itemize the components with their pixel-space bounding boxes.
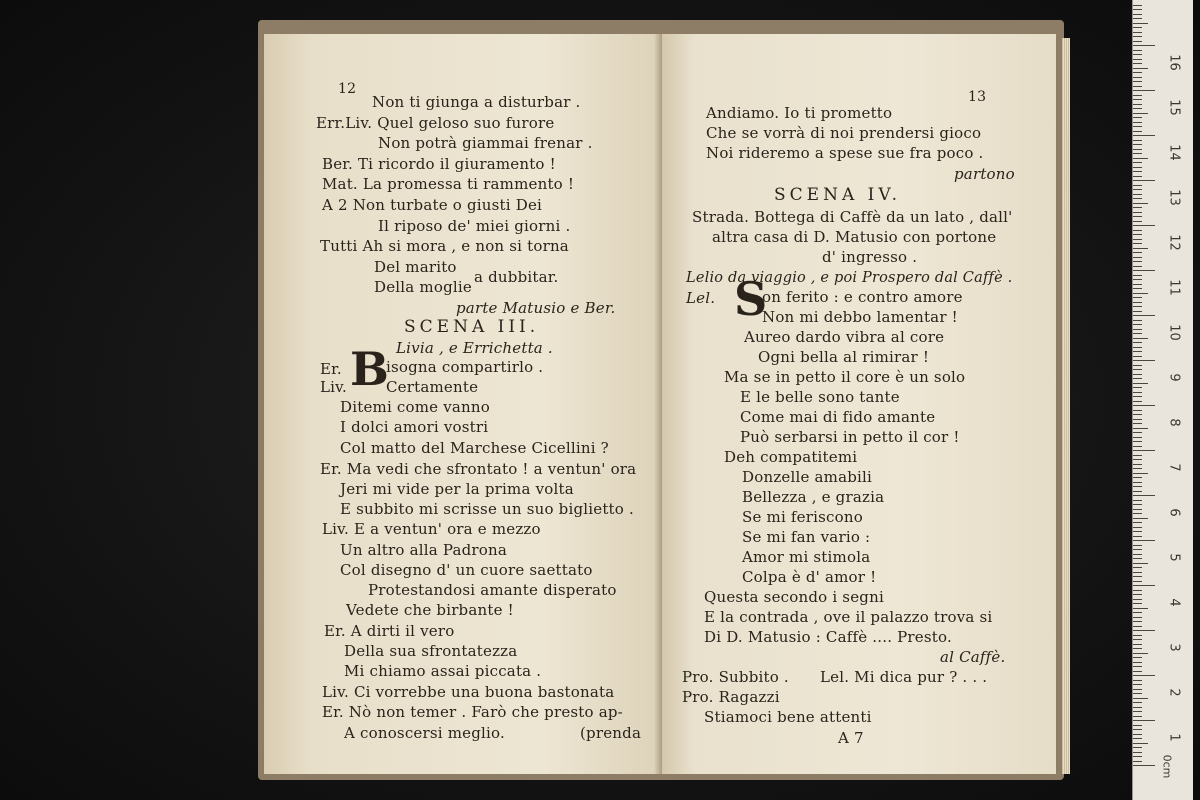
text-line: Bellezza , e grazia bbox=[742, 488, 885, 506]
text-line: Di D. Matusio : Caffè .... Presto. bbox=[704, 628, 952, 646]
ruler-tick bbox=[1133, 635, 1142, 636]
ruler-tick bbox=[1133, 527, 1142, 528]
ruler-tick bbox=[1133, 351, 1142, 352]
text-line: Se mi feriscono bbox=[742, 508, 863, 526]
catchword: (prenda bbox=[580, 724, 642, 742]
ruler-tick bbox=[1133, 149, 1142, 150]
ruler-tick bbox=[1133, 509, 1142, 510]
ruler-tick bbox=[1133, 743, 1148, 744]
ruler-tick bbox=[1133, 594, 1142, 595]
text-line: Er. A dirti il vero bbox=[324, 622, 455, 640]
ruler-tick bbox=[1133, 189, 1142, 190]
ruler-tick bbox=[1133, 720, 1155, 721]
ruler-number: 14 bbox=[1166, 144, 1182, 161]
ruler-tick bbox=[1133, 77, 1142, 78]
ruler-tick bbox=[1133, 59, 1142, 60]
ruler-tick bbox=[1133, 81, 1142, 82]
ruler-tick bbox=[1133, 41, 1142, 42]
text-line: Tutti Ah si mora , e non si torna bbox=[320, 237, 569, 255]
text-line: d' ingresso . bbox=[822, 248, 918, 266]
ruler-tick bbox=[1133, 738, 1142, 739]
ruler-tick bbox=[1133, 347, 1142, 348]
ruler-tick bbox=[1133, 198, 1142, 199]
text-line: Ditemi come vanno bbox=[340, 398, 490, 416]
text-line: Questa secondo i segni bbox=[704, 588, 884, 606]
ruler-tick bbox=[1133, 122, 1142, 123]
ruler-tick bbox=[1133, 563, 1148, 564]
ruler-number: 6 bbox=[1166, 508, 1182, 517]
text-line: Del marito bbox=[374, 258, 457, 276]
text-line: Certamente bbox=[386, 378, 479, 396]
ruler-tick bbox=[1133, 648, 1142, 649]
ruler-tick bbox=[1133, 365, 1142, 366]
text-line: Err.Liv. Quel geloso suo furore bbox=[316, 114, 555, 132]
text-line: Col disegno d' un cuore saettato bbox=[340, 561, 593, 579]
ruler-tick bbox=[1133, 378, 1142, 379]
ruler-tick bbox=[1133, 405, 1155, 406]
text-line: Lel. Mi dica pur ? . . . bbox=[820, 668, 988, 686]
ruler-tick bbox=[1133, 32, 1142, 33]
text-line: Pro. Ragazzi bbox=[682, 688, 780, 706]
ruler-tick bbox=[1133, 459, 1142, 460]
ruler-tick bbox=[1133, 581, 1142, 582]
page-number: 12 bbox=[338, 81, 357, 97]
ruler-tick bbox=[1133, 306, 1142, 307]
text-line: isogna compartirlo . bbox=[386, 358, 544, 376]
ruler-tick bbox=[1133, 383, 1148, 384]
ruler-tick bbox=[1133, 716, 1142, 717]
ruler-tick bbox=[1133, 630, 1155, 631]
ruler-tick bbox=[1133, 369, 1142, 370]
ruler-tick bbox=[1133, 626, 1142, 627]
text-line: E le belle sono tante bbox=[740, 388, 900, 406]
ruler-tick bbox=[1133, 248, 1148, 249]
ruler-unit-label: 0cm bbox=[1160, 754, 1174, 779]
ruler-tick bbox=[1133, 261, 1142, 262]
ruler-number: 7 bbox=[1166, 463, 1182, 472]
ruler-tick bbox=[1133, 270, 1155, 271]
ruler-tick bbox=[1133, 603, 1142, 604]
text-line: Il riposo de' miei giorni . bbox=[378, 217, 571, 235]
ruler-number: 8 bbox=[1166, 418, 1182, 427]
ruler-tick bbox=[1133, 144, 1142, 145]
ruler-number: 13 bbox=[1166, 189, 1182, 206]
ruler-tick bbox=[1133, 482, 1142, 483]
ruler-tick bbox=[1133, 612, 1142, 613]
ruler-tick bbox=[1133, 374, 1142, 375]
ruler-tick bbox=[1133, 545, 1142, 546]
ruler-number: 2 bbox=[1166, 688, 1182, 697]
ruler-number: 1 bbox=[1166, 733, 1182, 742]
text-line: Donzelle amabili bbox=[742, 468, 873, 486]
ruler-tick bbox=[1133, 617, 1142, 618]
ruler-tick bbox=[1133, 504, 1142, 505]
open-book bbox=[258, 20, 1064, 780]
ruler-tick bbox=[1133, 756, 1142, 757]
ruler-tick bbox=[1133, 747, 1142, 748]
text-line: E subbito mi scrisse un suo biglietto . bbox=[340, 500, 634, 518]
ruler-tick bbox=[1133, 666, 1142, 667]
ruler-tick bbox=[1133, 158, 1148, 159]
ruler-tick bbox=[1133, 63, 1142, 64]
ruler-tick bbox=[1133, 495, 1155, 496]
ruler-tick bbox=[1133, 599, 1142, 600]
ruler-tick bbox=[1133, 639, 1142, 640]
ruler-tick bbox=[1133, 162, 1142, 163]
ruler-tick bbox=[1133, 221, 1142, 222]
text-line: Amor mi stimola bbox=[742, 548, 871, 566]
ruler-tick bbox=[1133, 621, 1142, 622]
ruler-tick bbox=[1133, 468, 1142, 469]
ruler-tick bbox=[1133, 104, 1142, 105]
ruler-tick bbox=[1133, 266, 1142, 267]
ruler-tick bbox=[1133, 477, 1142, 478]
ruler-tick bbox=[1133, 284, 1142, 285]
text-line: Pro. Subbito . bbox=[682, 668, 789, 686]
ruler-tick bbox=[1133, 275, 1142, 276]
ruler-tick bbox=[1133, 225, 1155, 226]
text-line: Aureo dardo vibra al core bbox=[744, 328, 945, 346]
ruler-tick bbox=[1133, 698, 1148, 699]
ruler-tick bbox=[1133, 23, 1148, 24]
ruler-tick bbox=[1133, 675, 1155, 676]
text-line: Può serbarsi in petto il cor ! bbox=[740, 428, 960, 446]
ruler-tick bbox=[1133, 693, 1142, 694]
ruler-tick bbox=[1133, 180, 1155, 181]
ruler-tick bbox=[1133, 567, 1142, 568]
ruler-tick bbox=[1133, 194, 1142, 195]
text-line: Col matto del Marchese Cicellini ? bbox=[340, 439, 609, 457]
ruler-tick bbox=[1133, 387, 1142, 388]
ruler-number: 11 bbox=[1166, 279, 1182, 296]
text-line: Un altro alla Padrona bbox=[340, 541, 508, 559]
ruler-tick bbox=[1133, 86, 1142, 87]
text-line: Colpa è d' amor ! bbox=[742, 568, 877, 586]
ruler-tick bbox=[1133, 711, 1142, 712]
ruler-tick bbox=[1133, 644, 1142, 645]
ruler-tick bbox=[1133, 45, 1155, 46]
ruler-tick bbox=[1133, 293, 1148, 294]
ruler-number: 3 bbox=[1166, 643, 1182, 652]
ruler-tick bbox=[1133, 437, 1142, 438]
ruler-tick bbox=[1133, 230, 1142, 231]
ruler-tick bbox=[1133, 333, 1142, 334]
ruler-tick bbox=[1133, 396, 1142, 397]
stage-direction: partono bbox=[954, 165, 1015, 183]
ruler-tick bbox=[1133, 765, 1155, 766]
ruler-tick bbox=[1133, 171, 1142, 172]
ruler-tick bbox=[1133, 167, 1142, 168]
text-line: Che se vorrà di noi prendersi gioco bbox=[706, 124, 982, 142]
text-line: Ma se in petto il core è un solo bbox=[724, 368, 966, 386]
ruler-tick bbox=[1133, 99, 1142, 100]
scene-characters: Livia , e Errichetta . bbox=[396, 339, 553, 357]
ruler-tick bbox=[1133, 329, 1142, 330]
ruler-tick bbox=[1133, 27, 1142, 28]
ruler-tick bbox=[1133, 707, 1142, 708]
text-line: Della moglie bbox=[374, 278, 472, 296]
ruler-tick bbox=[1133, 450, 1155, 451]
ruler-tick bbox=[1133, 734, 1142, 735]
ruler-tick bbox=[1133, 288, 1142, 289]
ruler-tick bbox=[1133, 725, 1142, 726]
ruler-tick bbox=[1133, 653, 1148, 654]
text-line: Liv. Ci vorrebbe una buona bastonata bbox=[322, 683, 615, 701]
ruler-tick bbox=[1133, 36, 1142, 37]
text-line: Er. Nò non temer . Farò che presto ap- bbox=[322, 703, 623, 721]
text-line: A conoscersi meglio. bbox=[344, 724, 505, 742]
ruler-tick bbox=[1133, 324, 1142, 325]
ruler-tick bbox=[1133, 320, 1142, 321]
ruler-tick bbox=[1133, 531, 1142, 532]
ruler-tick bbox=[1133, 513, 1142, 514]
ruler-tick bbox=[1133, 216, 1142, 217]
ruler-tick bbox=[1133, 54, 1142, 55]
ruler-tick bbox=[1133, 752, 1142, 753]
ruler-tick bbox=[1133, 486, 1142, 487]
ruler-tick bbox=[1133, 9, 1142, 10]
ruler-tick bbox=[1133, 14, 1142, 15]
ruler-tick bbox=[1133, 473, 1148, 474]
ruler-tick bbox=[1133, 392, 1142, 393]
scene-characters: Lelio da viaggio , e poi Prospero dal Caffè . bbox=[686, 270, 1013, 286]
ruler-tick bbox=[1133, 662, 1142, 663]
ruler-tick bbox=[1133, 279, 1142, 280]
ruler-tick bbox=[1133, 252, 1142, 253]
ruler-tick bbox=[1133, 18, 1142, 19]
ruler-tick bbox=[1133, 414, 1142, 415]
text-line: Se mi fan vario : bbox=[742, 528, 871, 546]
ruler-tick bbox=[1133, 518, 1148, 519]
ruler-tick bbox=[1133, 540, 1155, 541]
text-line: a dubbitar. bbox=[474, 268, 559, 286]
ruler-tick bbox=[1133, 95, 1142, 96]
text-line: altra casa di D. Matusio con portone bbox=[712, 228, 997, 246]
scene-title: SCENA IV. bbox=[774, 185, 902, 205]
ruler-tick bbox=[1133, 576, 1142, 577]
measuring-ruler bbox=[1132, 0, 1193, 800]
ruler-tick bbox=[1133, 522, 1142, 523]
ruler-number: 5 bbox=[1166, 553, 1182, 562]
text-line: Ber. Ti ricordo il giuramento ! bbox=[322, 155, 556, 173]
ruler-number: 15 bbox=[1166, 99, 1182, 116]
ruler-tick bbox=[1133, 356, 1142, 357]
ruler-tick bbox=[1133, 680, 1142, 681]
stage-direction: parte Matusio e Ber. bbox=[456, 299, 616, 317]
ruler-tick bbox=[1133, 360, 1155, 361]
stage-direction: al Caffè. bbox=[940, 648, 1006, 666]
ruler-tick bbox=[1133, 689, 1142, 690]
page-number: 13 bbox=[968, 89, 987, 105]
text-line: Noi rideremo a spese sue fra poco . bbox=[706, 144, 984, 162]
ruler-tick bbox=[1133, 464, 1142, 465]
ruler-tick bbox=[1133, 761, 1142, 762]
ruler-tick bbox=[1133, 203, 1148, 204]
speaker-label: Er. bbox=[320, 360, 342, 378]
ruler-tick bbox=[1133, 536, 1142, 537]
ruler-tick bbox=[1133, 117, 1142, 118]
ruler-tick bbox=[1133, 554, 1142, 555]
ruler-tick bbox=[1133, 207, 1142, 208]
ruler-tick bbox=[1133, 311, 1142, 312]
text-line: Protestandosi amante disperato bbox=[368, 581, 617, 599]
right-page bbox=[662, 34, 1056, 774]
drop-cap: B bbox=[350, 342, 389, 396]
ruler-tick bbox=[1133, 432, 1142, 433]
text-line: Deh compatitemi bbox=[724, 448, 858, 466]
ruler-tick bbox=[1133, 68, 1148, 69]
ruler-tick bbox=[1133, 135, 1155, 136]
ruler-tick bbox=[1133, 428, 1148, 429]
ruler-tick bbox=[1133, 50, 1142, 51]
ruler-tick bbox=[1133, 729, 1142, 730]
ruler-tick bbox=[1133, 5, 1142, 6]
text-line: Mat. La promessa ti rammento ! bbox=[322, 175, 575, 193]
text-line: Mi chiamo assai piccata . bbox=[344, 662, 542, 680]
ruler-tick bbox=[1133, 441, 1142, 442]
ruler-tick bbox=[1133, 410, 1142, 411]
text-line: Non potrà giammai frenar . bbox=[378, 134, 593, 152]
ruler-tick bbox=[1133, 234, 1142, 235]
ruler-tick bbox=[1133, 113, 1148, 114]
ruler-tick bbox=[1133, 315, 1155, 316]
ruler-number: 16 bbox=[1166, 54, 1182, 71]
ruler-tick bbox=[1133, 590, 1142, 591]
ruler-tick bbox=[1133, 702, 1142, 703]
ruler-tick bbox=[1133, 455, 1142, 456]
text-line: Della sua sfrontatezza bbox=[344, 642, 518, 660]
speaker-label: Liv. bbox=[320, 378, 348, 396]
ruler-tick bbox=[1133, 257, 1142, 258]
ruler-tick bbox=[1133, 297, 1142, 298]
text-line: Vedete che birbante ! bbox=[346, 601, 514, 619]
ruler-tick bbox=[1133, 684, 1142, 685]
ruler-tick bbox=[1133, 558, 1142, 559]
speaker-label: Lel. bbox=[686, 289, 716, 307]
ruler-tick bbox=[1133, 419, 1142, 420]
ruler-tick bbox=[1133, 302, 1142, 303]
ruler-tick bbox=[1133, 585, 1155, 586]
drop-cap: S bbox=[734, 272, 768, 326]
ruler-tick bbox=[1133, 572, 1142, 573]
ruler-tick bbox=[1133, 608, 1148, 609]
ruler-tick bbox=[1133, 239, 1142, 240]
left-page bbox=[264, 34, 662, 774]
ruler-number: 4 bbox=[1166, 598, 1182, 607]
text-line: on ferito : e contro amore bbox=[762, 288, 963, 306]
text-line: A 2 Non turbate o giusti Dei bbox=[322, 196, 543, 214]
ruler-tick bbox=[1133, 338, 1148, 339]
ruler-tick bbox=[1133, 671, 1142, 672]
ruler-tick bbox=[1133, 446, 1142, 447]
ruler-tick bbox=[1133, 108, 1142, 109]
ruler-tick bbox=[1133, 126, 1142, 127]
text-line: E la contrada , ove il palazzo trova si bbox=[704, 608, 993, 626]
text-line: Jeri mi vide per la prima volta bbox=[340, 480, 574, 498]
signature-mark: A 7 bbox=[838, 729, 864, 747]
ruler-tick bbox=[1133, 153, 1142, 154]
text-line: Come mai di fido amante bbox=[740, 408, 936, 426]
ruler-tick bbox=[1133, 90, 1155, 91]
text-line: Stiamoci bene attenti bbox=[704, 708, 872, 726]
page-stack-edge bbox=[1062, 38, 1070, 774]
ruler-tick bbox=[1133, 131, 1142, 132]
ruler-tick bbox=[1133, 657, 1142, 658]
text-line: Er. Ma vedi che sfrontato ! a ventun' ora bbox=[320, 460, 637, 478]
text-line: I dolci amori vostri bbox=[340, 418, 489, 436]
ruler-number: 12 bbox=[1166, 234, 1182, 251]
ruler-tick bbox=[1133, 140, 1142, 141]
ruler-tick bbox=[1133, 401, 1142, 402]
ruler-tick bbox=[1133, 342, 1142, 343]
ruler-tick bbox=[1133, 549, 1142, 550]
text-line: Ogni bella al rimirar ! bbox=[758, 348, 930, 366]
text-line: Andiamo. Io ti prometto bbox=[706, 104, 893, 122]
ruler-number: 9 bbox=[1166, 373, 1182, 382]
ruler-tick bbox=[1133, 491, 1142, 492]
text-line: Non ti giunga a disturbar . bbox=[372, 93, 581, 111]
ruler-number: 10 bbox=[1166, 324, 1182, 341]
ruler-tick bbox=[1133, 185, 1142, 186]
ruler-tick bbox=[1133, 72, 1142, 73]
ruler-tick bbox=[1133, 243, 1142, 244]
ruler-tick bbox=[1133, 212, 1142, 213]
text-line: Non mi debbo lamentar ! bbox=[762, 308, 958, 326]
ruler-tick bbox=[1133, 423, 1142, 424]
scene-title: SCENA III. bbox=[404, 317, 540, 337]
text-line: Liv. E a ventun' ora e mezzo bbox=[322, 520, 541, 538]
ruler-tick bbox=[1133, 176, 1142, 177]
text-line: Strada. Bottega di Caffè da un lato , dall' bbox=[692, 208, 1013, 226]
ruler-tick bbox=[1133, 500, 1142, 501]
